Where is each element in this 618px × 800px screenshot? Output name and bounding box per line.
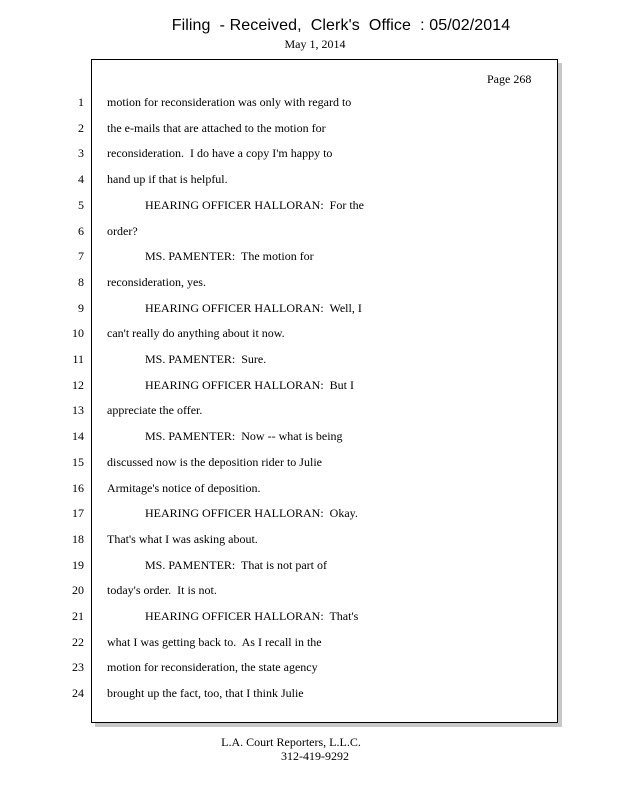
line-number: 8 [78,275,84,289]
transcript-line: HEARING OFFICER HALLORAN: But I [145,378,355,392]
line-number: 13 [72,403,84,417]
line-number: 5 [78,198,84,212]
page-number: Page 268 [487,72,532,86]
line-number: 17 [72,506,84,520]
transcript-line: brought up the fact, too, that I think Julie [107,686,304,700]
line-number: 10 [72,326,84,340]
transcript-date: May 1, 2014 [284,37,346,51]
transcript-line: HEARING OFFICER HALLORAN: Well, I [145,301,362,315]
line-number: 22 [72,635,84,649]
transcript-line: HEARING OFFICER HALLORAN: Okay. [145,506,358,520]
line-number: 19 [72,558,84,572]
transcript-line: appreciate the offer. [107,403,203,417]
line-number: 23 [72,660,84,674]
transcript-line: can't really do anything about it now. [107,326,285,340]
transcript-line: MS. PAMENTER: Sure. [145,352,267,366]
transcript-line: today's order. It is not. [107,583,217,597]
transcript-line: what I was getting back to. As I recall in the [107,635,322,649]
line-number: 16 [72,481,84,495]
line-number: 20 [72,583,84,597]
line-number: 3 [78,146,84,160]
line-number: 4 [78,172,84,186]
transcript-line: MS. PAMENTER: Now -- what is being [145,429,343,443]
line-number: 1 [78,95,84,109]
transcript-line: MS. PAMENTER: That is not part of [145,558,328,572]
line-number: 2 [78,121,84,135]
footer-company: L.A. Court Reporters, L.L.C. [221,735,361,749]
transcript-line: motion for reconsideration, the state agency [107,660,318,674]
line-number: 7 [78,249,84,263]
transcript-line: Armitage's notice of deposition. [107,481,261,495]
transcript-line: That's what I was asking about. [107,532,258,546]
transcript-line: hand up if that is helpful. [107,172,228,186]
transcript-line: HEARING OFFICER HALLORAN: For the [145,198,364,212]
line-number: 11 [72,352,84,366]
transcript-line: HEARING OFFICER HALLORAN: That's [145,609,359,623]
filing-stamp: Filing - Received, Clerk's Office : 05/02/2014 [171,17,511,34]
line-number: 6 [78,224,84,238]
footer-phone: 312-419-9292 [281,749,349,763]
transcript-line: reconsideration. I do have a copy I'm happy to [107,146,333,160]
transcript-line: reconsideration, yes. [107,275,206,289]
line-number: 21 [72,609,84,623]
transcript-line: motion for reconsideration was only with regard to [107,95,352,109]
transcript-line: the e-mails that are attached to the motion for [107,121,326,135]
transcript-line: order? [107,224,138,238]
transcript-line: discussed now is the deposition rider to Julie [107,455,322,469]
line-number: 12 [72,378,84,392]
transcript-line: MS. PAMENTER: The motion for [145,249,314,263]
line-number: 24 [72,686,84,700]
line-number: 14 [72,429,84,443]
line-number: 15 [72,455,84,469]
line-number: 9 [78,301,84,315]
line-number: 18 [72,532,84,546]
